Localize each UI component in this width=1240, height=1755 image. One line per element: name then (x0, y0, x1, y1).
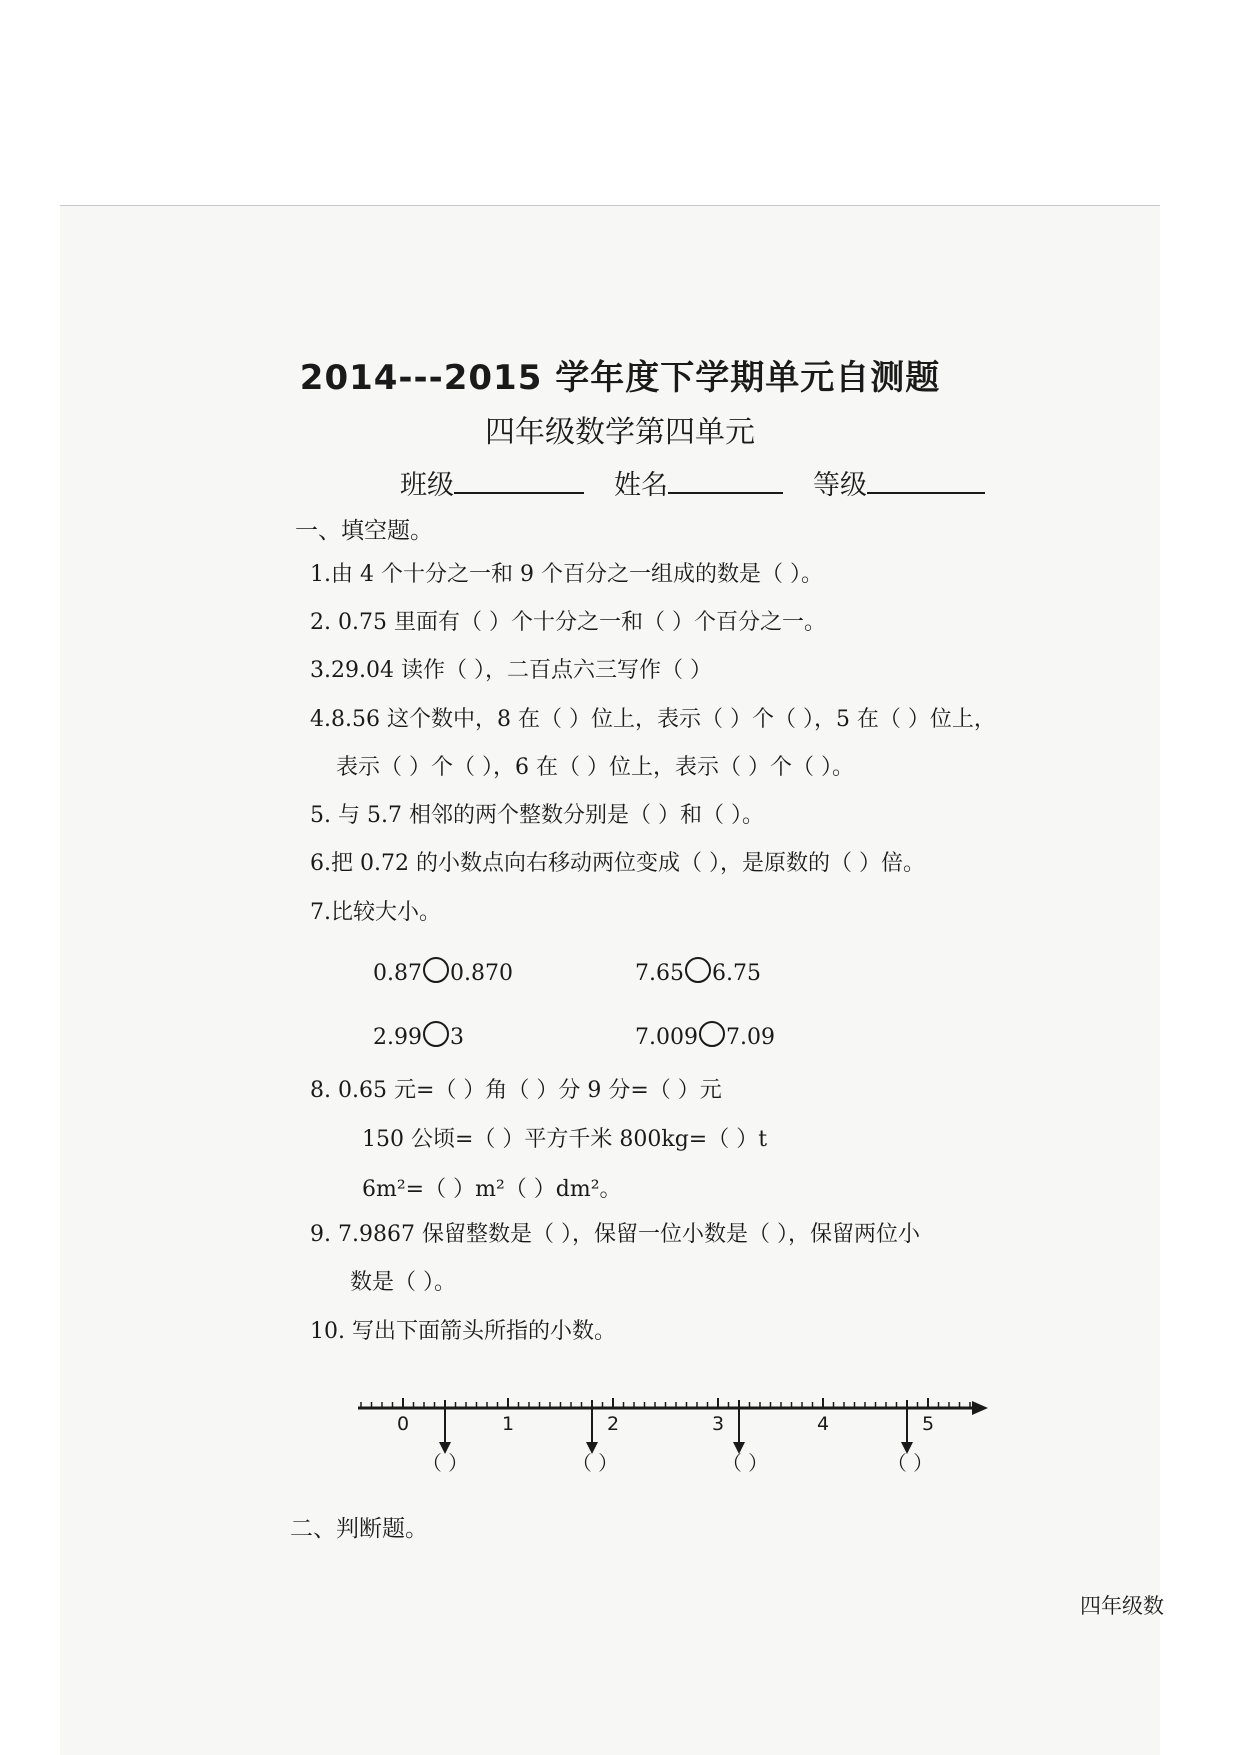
question-8-line1: 8. 0.65 元=（ ）角（ ）分 9 分=（ ）元 (310, 1078, 722, 1103)
name-label: 姓名 (614, 470, 668, 501)
compare-item: 0.87 0.870 (373, 957, 513, 986)
number-line-tick-label: 0 (396, 1413, 410, 1435)
section2-heading: 二、判断题。 (290, 1516, 428, 1542)
question-9-line2: 数是（ ）。 (350, 1270, 456, 1295)
compare-item: 2.99 3 (373, 1021, 464, 1050)
compare-item: 7.65 6.75 (635, 957, 761, 986)
class-label: 班级 (400, 470, 454, 501)
page-footer: 四年级数 (1080, 1594, 1164, 1618)
page-subtitle: 四年级数学第四单元 (485, 415, 755, 450)
question-3: 3.29.04 读作（ ），二百点六三写作（ ） (310, 658, 712, 683)
question-8-line2: 150 公顷=（ ）平方千米 800kg=（ ）t (362, 1127, 768, 1152)
question-9-line1: 9. 7.9867 保留整数是（ ），保留一位小数是（ ），保留两位小 (310, 1222, 920, 1247)
number-line-answer-blank[interactable]: （ ） (721, 1451, 769, 1475)
number-line-arrowhead (972, 1401, 988, 1415)
question-2: 2. 0.75 里面有（ ）个十分之一和（ ）个百分之一。 (310, 610, 826, 635)
number-line-tick-label: 2 (606, 1413, 620, 1435)
grade-label: 等级 (813, 470, 867, 501)
question-8-line3: 6m²=（ ）m²（ ）dm²。 (362, 1177, 622, 1202)
page-title: 2014---2015 学年度下学期单元自测题 (299, 358, 941, 398)
number-line-tick-label: 5 (921, 1413, 935, 1435)
number-line-tick-label: 1 (501, 1413, 515, 1435)
question-1: 1.由 4 个十分之一和 9 个百分之一组成的数是（ ）。 (310, 562, 823, 587)
question-6: 6.把 0.72 的小数点向右移动两位变成（ ），是原数的（ ）倍。 (310, 851, 925, 876)
question-10: 10. 写出下面箭头所指的小数。 (310, 1319, 616, 1344)
number-line-answer-blank[interactable]: （ ） (421, 1451, 469, 1475)
question-4-line1: 4.8.56 这个数中，8 在（ ）位上，表示（ ）个（ ），5 在（ ）位上， (310, 707, 996, 732)
question-4-line2: 表示（ ）个（ ），6 在（ ）位上，表示（ ）个（ ）。 (336, 755, 854, 780)
number-line-answer-blank[interactable]: （ ） (886, 1451, 934, 1475)
compare-item: 7.009 7.09 (635, 1021, 775, 1050)
number-line-answer-blank[interactable]: （ ） (571, 1451, 619, 1475)
number-line-tick-label: 4 (816, 1413, 830, 1435)
number-line-tick-label: 3 (711, 1413, 725, 1435)
section1-heading: 一、填空题。 (295, 518, 433, 544)
question-5: 5. 与 5.7 相邻的两个整数分别是（ ）和（ ）。 (310, 803, 764, 828)
question-7: 7.比较大小。 (310, 900, 441, 925)
